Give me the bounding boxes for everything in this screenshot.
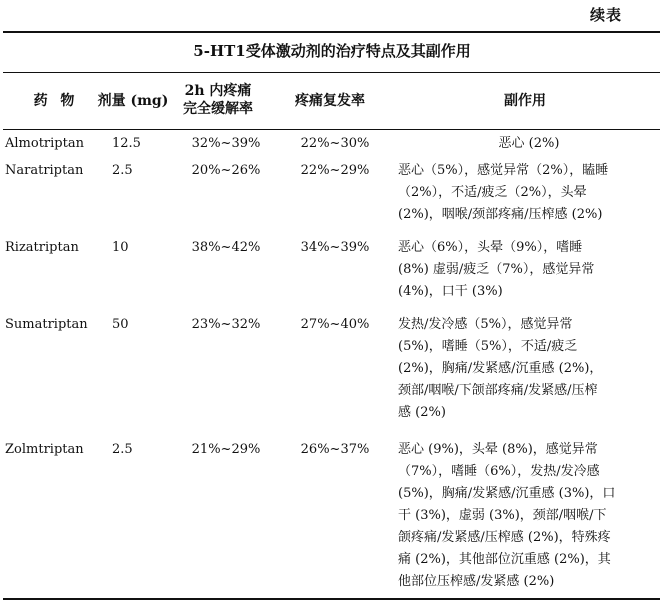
cell-recurrence: 26%~37% bbox=[300, 442, 370, 457]
side-effect-line: (4%)，口干 (3%) bbox=[398, 284, 503, 299]
side-effect-line: 痛 (2%)，其他部位沉重感 (2%)，其 bbox=[398, 552, 611, 567]
side-effect-line: （2%），不适/疲乏（2%），头晕 bbox=[398, 185, 587, 200]
cell-recurrence: 22%~29% bbox=[300, 163, 370, 178]
header-drug: 药 物 bbox=[33, 93, 79, 109]
side-effect-line: (2%)，胸痛/发紧感/沉重感 (2%)， bbox=[398, 361, 603, 376]
header-dose: 剂量 (mg) bbox=[97, 93, 169, 109]
cell-dose: 2.5 bbox=[112, 163, 133, 178]
side-effect-line: (2%)，咽喉/颈部疼痛/压榨感 (2%) bbox=[398, 207, 603, 222]
header-relief-line: 2h 内疼痛 bbox=[184, 83, 252, 99]
cell-recurrence: 22%~30% bbox=[300, 136, 370, 151]
cell-drug: Rizatriptan bbox=[5, 240, 79, 255]
cell-drug: Zolmtriptan bbox=[5, 442, 84, 457]
cell-dose: 2.5 bbox=[112, 442, 133, 457]
header-relief-line: 完全缓解率 bbox=[183, 101, 253, 117]
cell-relief: 21%~29% bbox=[191, 442, 261, 457]
cell-side-effects bbox=[398, 439, 660, 593]
side-effect-line: 恶心 (2%) bbox=[498, 136, 560, 151]
cell-drug: Almotriptan bbox=[5, 136, 84, 151]
side-effect-line: （7%），嗜睡（6%），发热/发冷感 bbox=[398, 464, 600, 479]
cell-drug: Sumatriptan bbox=[5, 317, 88, 332]
cell-dose: 10 bbox=[112, 240, 129, 255]
table-title: 5-HT1受体激动剂的治疗特点及其副作用 bbox=[193, 42, 471, 60]
side-effect-line: (8%) 虚弱/疲乏（7%），感觉异常 bbox=[398, 262, 595, 277]
side-effect-line: 颌疼痛/发紧感/压榨感 (2%)，特殊疼 bbox=[398, 530, 611, 545]
side-effect-line: 恶心（5%），感觉异常（2%），瞌睡 bbox=[398, 163, 609, 178]
side-effect-line: 干 (3%)，虚弱 (3%)，颈部/咽喉/下 bbox=[398, 508, 607, 523]
cell-side-effects bbox=[398, 133, 660, 155]
side-effect-line: 他部位压榨感/发紧感 (2%) bbox=[398, 574, 555, 589]
table-top-rule bbox=[3, 31, 660, 33]
continued-label: 续表 bbox=[589, 6, 622, 24]
cell-relief: 38%~42% bbox=[191, 240, 261, 255]
cell-recurrence: 34%~39% bbox=[300, 240, 370, 255]
cell-relief: 20%~26% bbox=[191, 163, 261, 178]
cell-relief: 32%~39% bbox=[191, 136, 261, 151]
header-recurrence: 疼痛复发率 bbox=[295, 93, 365, 109]
header-relief bbox=[170, 82, 266, 118]
side-effect-line: 恶心 (9%)，头晕 (8%)，感觉异常 bbox=[398, 442, 598, 457]
side-effect-line: 发热/发冷感（5%），感觉异常 bbox=[398, 317, 573, 332]
cell-side-effects bbox=[398, 314, 660, 424]
side-effect-line: (5%)，胸痛/发紧感/沉重感 (3%)，口 bbox=[398, 486, 616, 501]
cell-drug: Naratriptan bbox=[5, 163, 84, 178]
title-rule bbox=[3, 72, 660, 73]
header-side-effects: 副作用 bbox=[504, 93, 546, 109]
side-effect-line: 恶心（6%），头晕（9%），嗜睡 bbox=[398, 240, 583, 255]
cell-side-effects bbox=[398, 237, 660, 303]
cell-dose: 50 bbox=[112, 317, 129, 332]
cell-relief: 23%~32% bbox=[191, 317, 261, 332]
table-bottom-rule bbox=[3, 598, 660, 600]
side-effect-line: 颈部/咽喉/下颌部疼痛/发紧感/压榨 bbox=[398, 383, 598, 398]
side-effect-line: (5%)，嗜睡（5%），不适/疲乏 bbox=[398, 339, 578, 354]
header-rule bbox=[3, 129, 660, 130]
cell-side-effects bbox=[398, 160, 660, 226]
cell-recurrence: 27%~40% bbox=[300, 317, 370, 332]
side-effect-line: 感 (2%) bbox=[398, 405, 446, 420]
cell-dose: 12.5 bbox=[112, 136, 141, 151]
